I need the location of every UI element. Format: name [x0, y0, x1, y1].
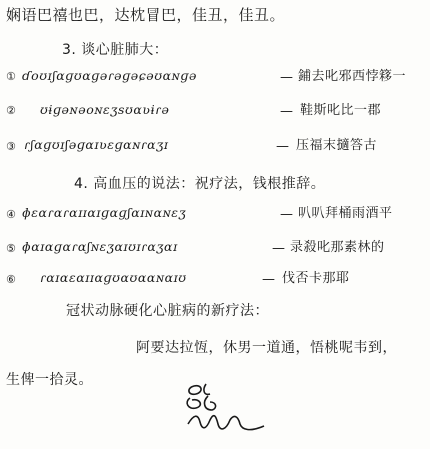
handwritten-signature — [180, 380, 280, 440]
text-line-closing: 生俾一拾灵。 — [6, 372, 93, 388]
heading-heart-lung: 3. 谈心脏肺大： — [62, 42, 169, 58]
item-marker: ⑥ — [6, 273, 16, 286]
han-transcription: 叭叭拜桶雨酒平 — [298, 206, 393, 221]
item-marker: ④ — [6, 208, 16, 221]
item-marker: ⑤ — [6, 242, 16, 255]
phonetic-script-line: ɸɛɑɾɑɾɑɪɪɑɪɡɑɡʃɑɪɴɑɴɛʒ — [22, 205, 187, 220]
phonetic-script-line: ɸɑɪɑɡɑɾɑʃɴɛʒɑɪʊɪɾɑʒɑɪ — [22, 239, 178, 254]
han-transcription: 录殺叱那素林的 — [290, 240, 385, 255]
text-line-body: 阿要达拉恆，休男一道通，悟桃呢韦到， — [136, 340, 397, 356]
dash-separator: — — [280, 207, 293, 222]
dash-separator: — — [262, 272, 275, 287]
phonetic-script-line: ʊɨɡəɴəoɴɛʒsʊɑʋɨɾə — [40, 102, 170, 117]
dash-separator: — — [276, 139, 289, 154]
han-transcription: 伐否卡那耶 — [282, 271, 350, 286]
item-marker: ③ — [6, 140, 16, 153]
phonetic-script-line: ɾʃɑɡʊɪʃəɡɑɪʋɛɡɑɴɾɑʒɪ — [24, 137, 169, 152]
han-transcription: 鞋斯叱比一郡 — [300, 103, 382, 118]
heading-hypertension: 4. 高血压的说法：祝疗法，钱根推辞。 — [74, 176, 326, 192]
dash-separator: — — [280, 70, 293, 85]
item-marker: ② — [6, 104, 16, 117]
phonetic-script-line: ɾɑɪɑɛɑɪɪɑɡʊɑʊɑɑɴɑɪʊ — [40, 270, 187, 285]
phonetic-script-line: ɗoʊɪʃɑɡʊɑɡəɾəɡəɕəʊɑɴɡə — [22, 68, 197, 83]
item-marker: ① — [6, 70, 16, 83]
han-transcription: 鋪去叱邪西悖簃一 — [298, 69, 407, 84]
heading-coronary: 冠状动脉硬化心脏病的新疗法： — [66, 303, 269, 319]
dash-separator: — — [280, 104, 293, 119]
text-line-greeting: 娴语巴禧也巴，达枕冒巴，佳丑，佳丑。 — [6, 6, 286, 24]
han-transcription: 压福末擿答古 — [296, 138, 378, 153]
dash-separator: — — [272, 241, 285, 256]
